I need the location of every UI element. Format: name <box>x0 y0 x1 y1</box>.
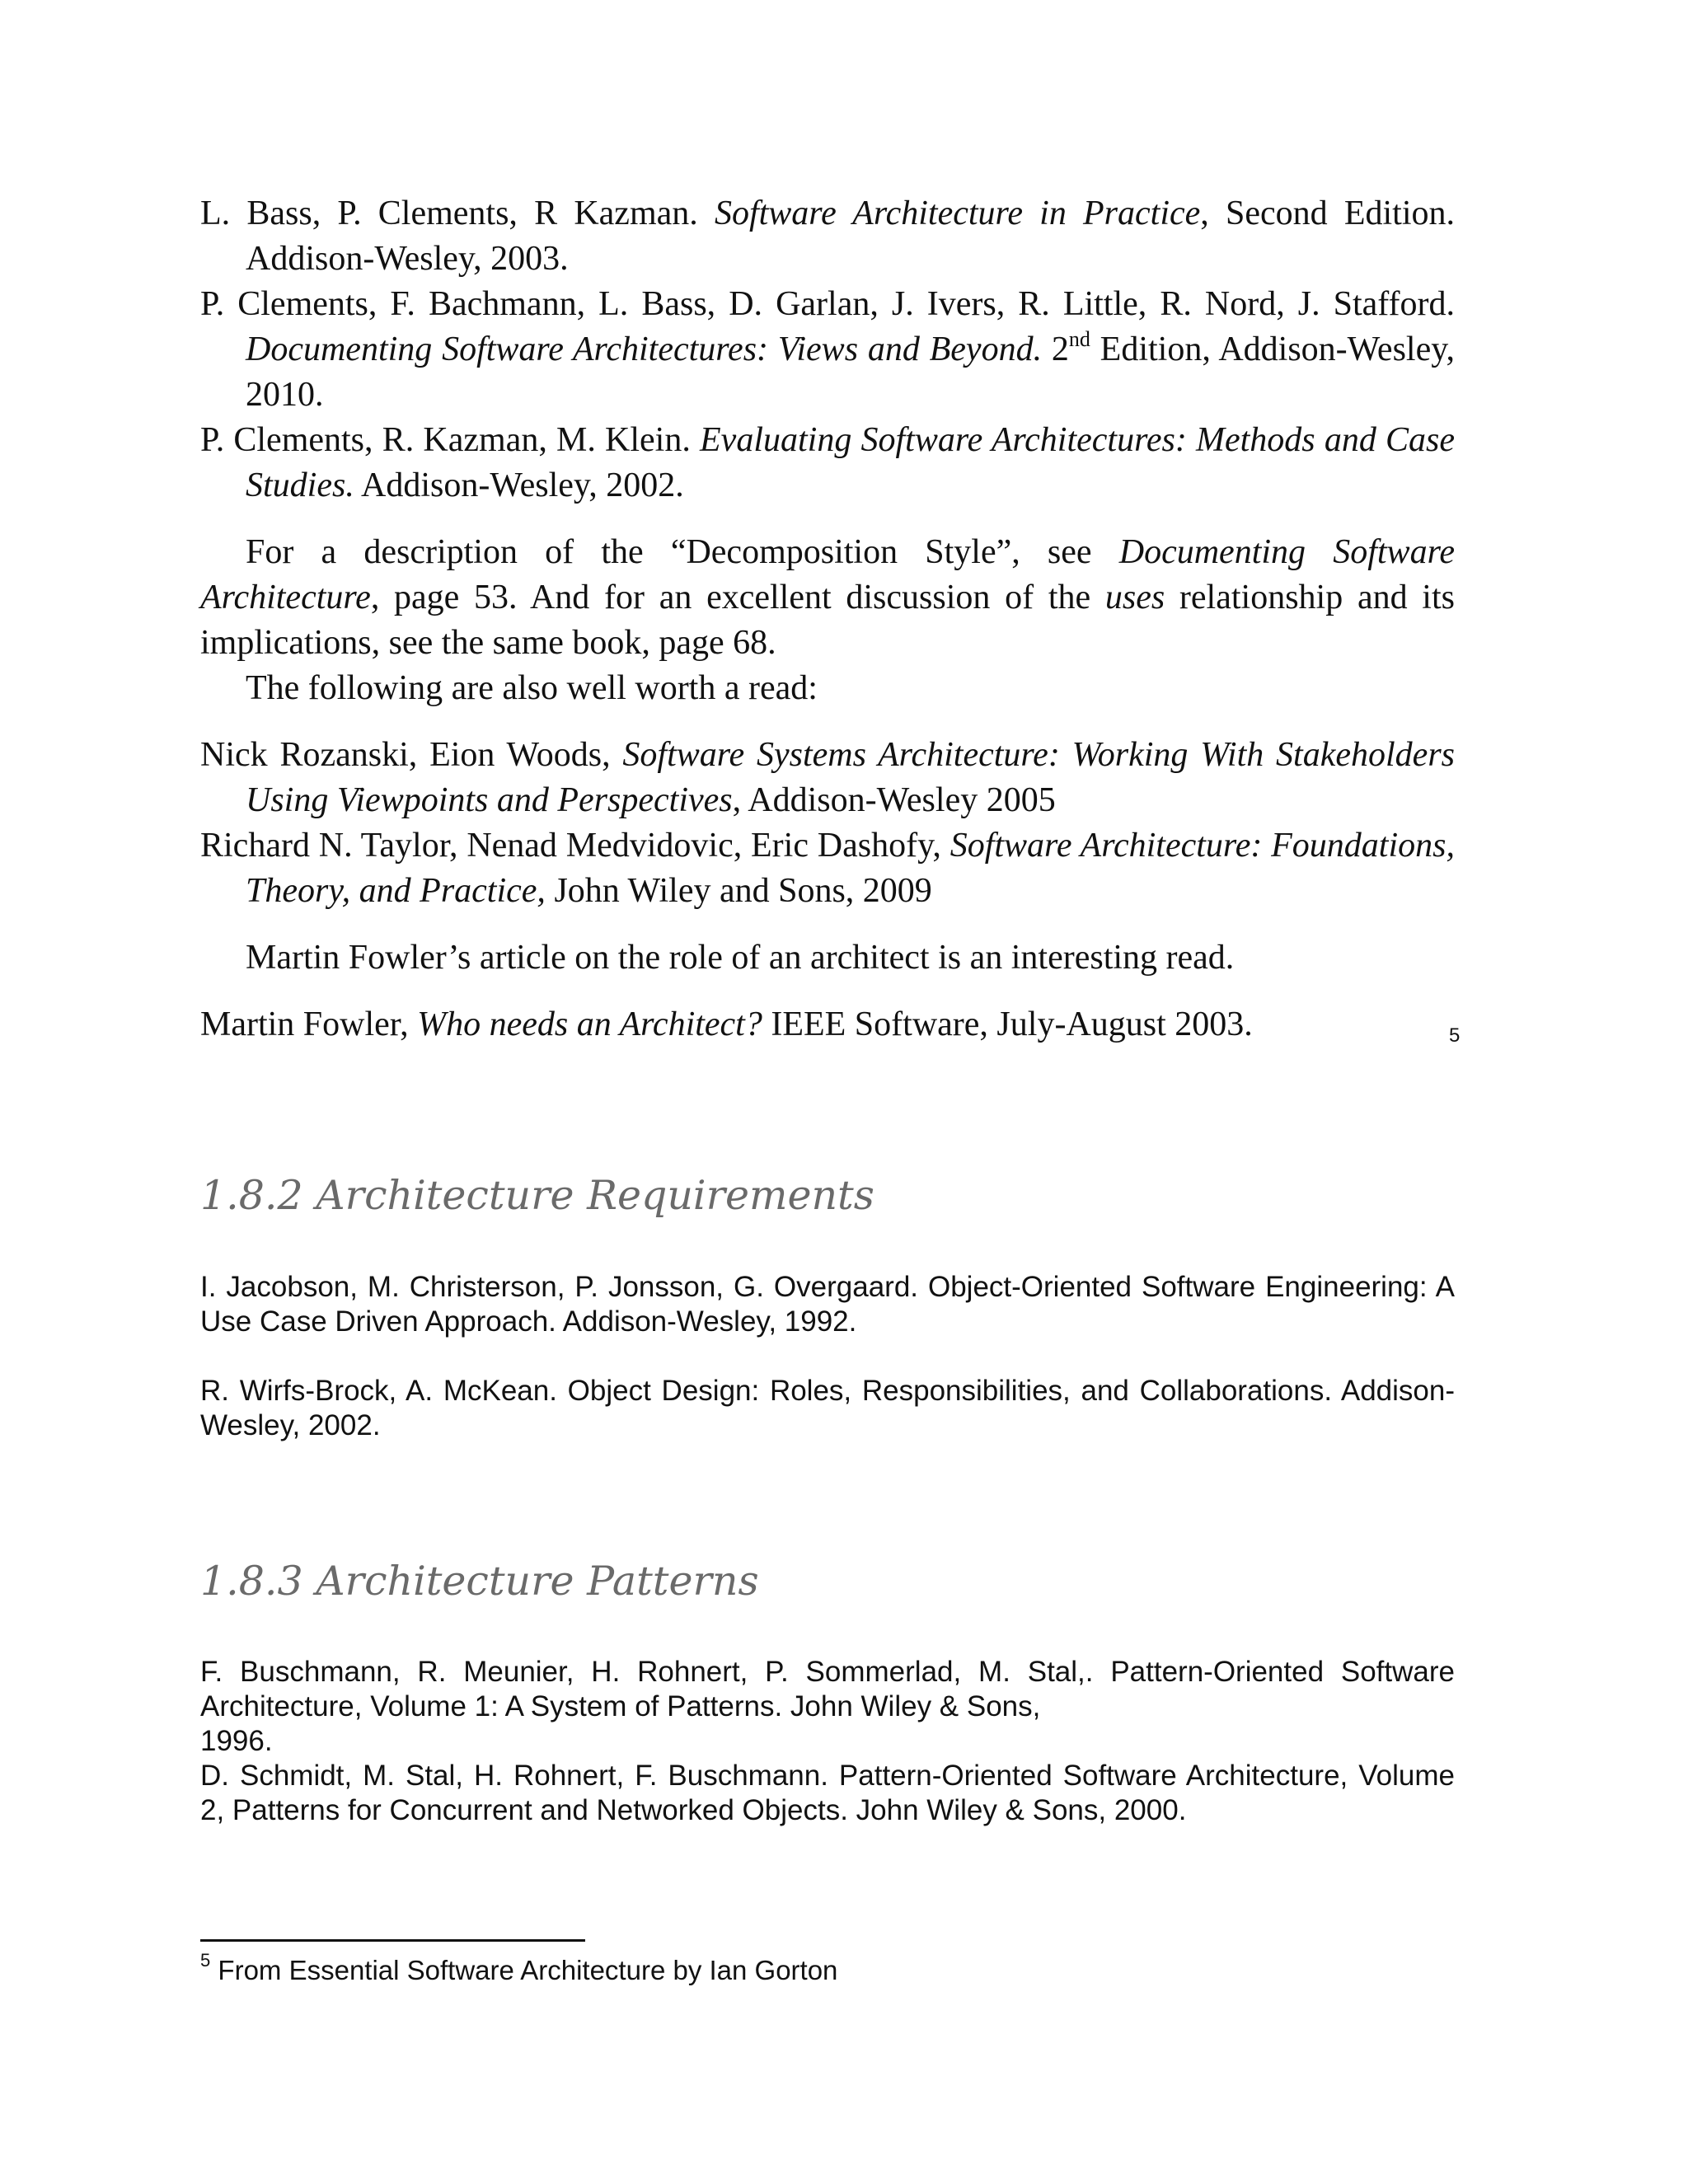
reference-entry <box>200 191 1455 282</box>
requirements-references <box>200 1270 1455 1443</box>
reference-publisher: Edition, Addison-Wesley, 2010. <box>246 330 1455 414</box>
reference-title: Who needs an Architect? <box>417 1005 762 1043</box>
reference-authors: Nick Rozanski, Eion Woods, <box>200 736 623 774</box>
reference-line: F. Buschmann, R. Meunier, H. Rohnert, P. Sommerlad, M. Stal,. Pattern-Oriented Software <box>200 1656 1455 1688</box>
body-paragraph: For a description of the “Decomposition Style”, see Documenting Software Architecture, page 53. And for an excellent discussion of the uses relationship and its implications, see the same book, page 68. <box>200 533 1455 662</box>
reference-publisher: , Second Edition. Addison-Wesley, 2003. <box>246 194 1455 278</box>
footnote-separator <box>200 1939 585 1942</box>
body-paragraph: The following are also well worth a read: <box>246 669 818 707</box>
footnote-text: From Essential Software Architecture by Ian Gorton <box>210 1955 838 1985</box>
reference-entry: D. Schmidt, M. Stal, H. Rohnert, F. Buschmann. Pattern-Oriented Software Architecture, Volume 2, Patterns for Concurrent and Networked Objects. John Wiley & Sons, 2000. <box>200 1760 1455 1826</box>
reference-entry <box>200 733 1455 823</box>
reference-authors: L. Bass, P. Clements, R Kazman. <box>200 194 715 232</box>
reference-entry <box>200 418 1455 509</box>
footnote <box>200 1950 838 1986</box>
reference-entry <box>200 823 1455 914</box>
reference-authors: P. Clements, R. Kazman, M. Klein. <box>200 421 701 459</box>
reference-entry <box>200 1002 1455 1047</box>
footnote-marker: 5 <box>1449 1024 1461 1047</box>
section-heading-patterns: 1.8.3 Architecture Patterns <box>200 1558 759 1605</box>
reference-authors: Richard N. Taylor, Nenad Medvidovic, Eric Dashofy, <box>200 827 950 865</box>
reference-publisher: , Addison-Wesley 2005 <box>732 781 1056 819</box>
reference-title: Software Systems Architecture: Working With Stakeholders Using Viewpoints and Perspectives <box>246 736 1456 819</box>
reference-publisher: IEEE Software, July-August 2003. <box>762 1005 1253 1043</box>
reference-line: Architecture, Volume 1: A System of Patterns. John Wiley & Sons, <box>200 1690 1041 1722</box>
reference-title: Software Architecture in Practice <box>714 194 1201 232</box>
reference-entry <box>200 1655 1455 1759</box>
reference-title: Documenting Software Architectures: Views and Beyond. <box>246 330 1043 368</box>
body-paragraph: Martin Fowler’s article on the role of an architect is an interesting read. <box>246 939 1235 977</box>
emphasis: uses <box>1104 579 1165 616</box>
reference-superscript: nd <box>1068 327 1090 351</box>
reference-entry <box>200 282 1455 418</box>
reference-edition: 2 <box>1042 330 1069 368</box>
patterns-references <box>200 1655 1455 1828</box>
reference-line: 1996. <box>200 1725 273 1757</box>
reference-authors: P. Clements, F. Bachmann, L. Bass, D. Garlan, J. Ivers, R. Little, R. Nord, J. Stafford. <box>200 285 1455 323</box>
reference-title: Software Architecture: Foundations, Theory, and Practice, <box>246 827 1455 910</box>
reference-publisher: Addison-Wesley, 2002. <box>354 466 684 504</box>
book-title: Documenting Software Architecture <box>200 533 1455 616</box>
references-top <box>200 191 1455 1047</box>
reference-publisher: John Wiley and Sons, 2009 <box>545 872 932 910</box>
reference-title: Evaluating Software Architectures: Methods and Case Studies. <box>246 421 1455 504</box>
reference-entry: I. Jacobson, M. Christerson, P. Jonsson, G. Overgaard. Object-Oriented Software Engineering: A Use Case Driven Approach. Addison-Wesley, 1992. <box>200 1271 1455 1338</box>
section-heading-requirements: 1.8.2 Architecture Requirements <box>200 1172 874 1219</box>
footnote-number: 5 <box>200 1950 211 1971</box>
reference-authors: Martin Fowler, <box>200 1005 418 1043</box>
reference-entry: R. Wirfs-Brock, A. McKean. Object Design: Roles, Responsibilities, and Collaborations. Addison-Wesley, 2002. <box>200 1375 1455 1441</box>
